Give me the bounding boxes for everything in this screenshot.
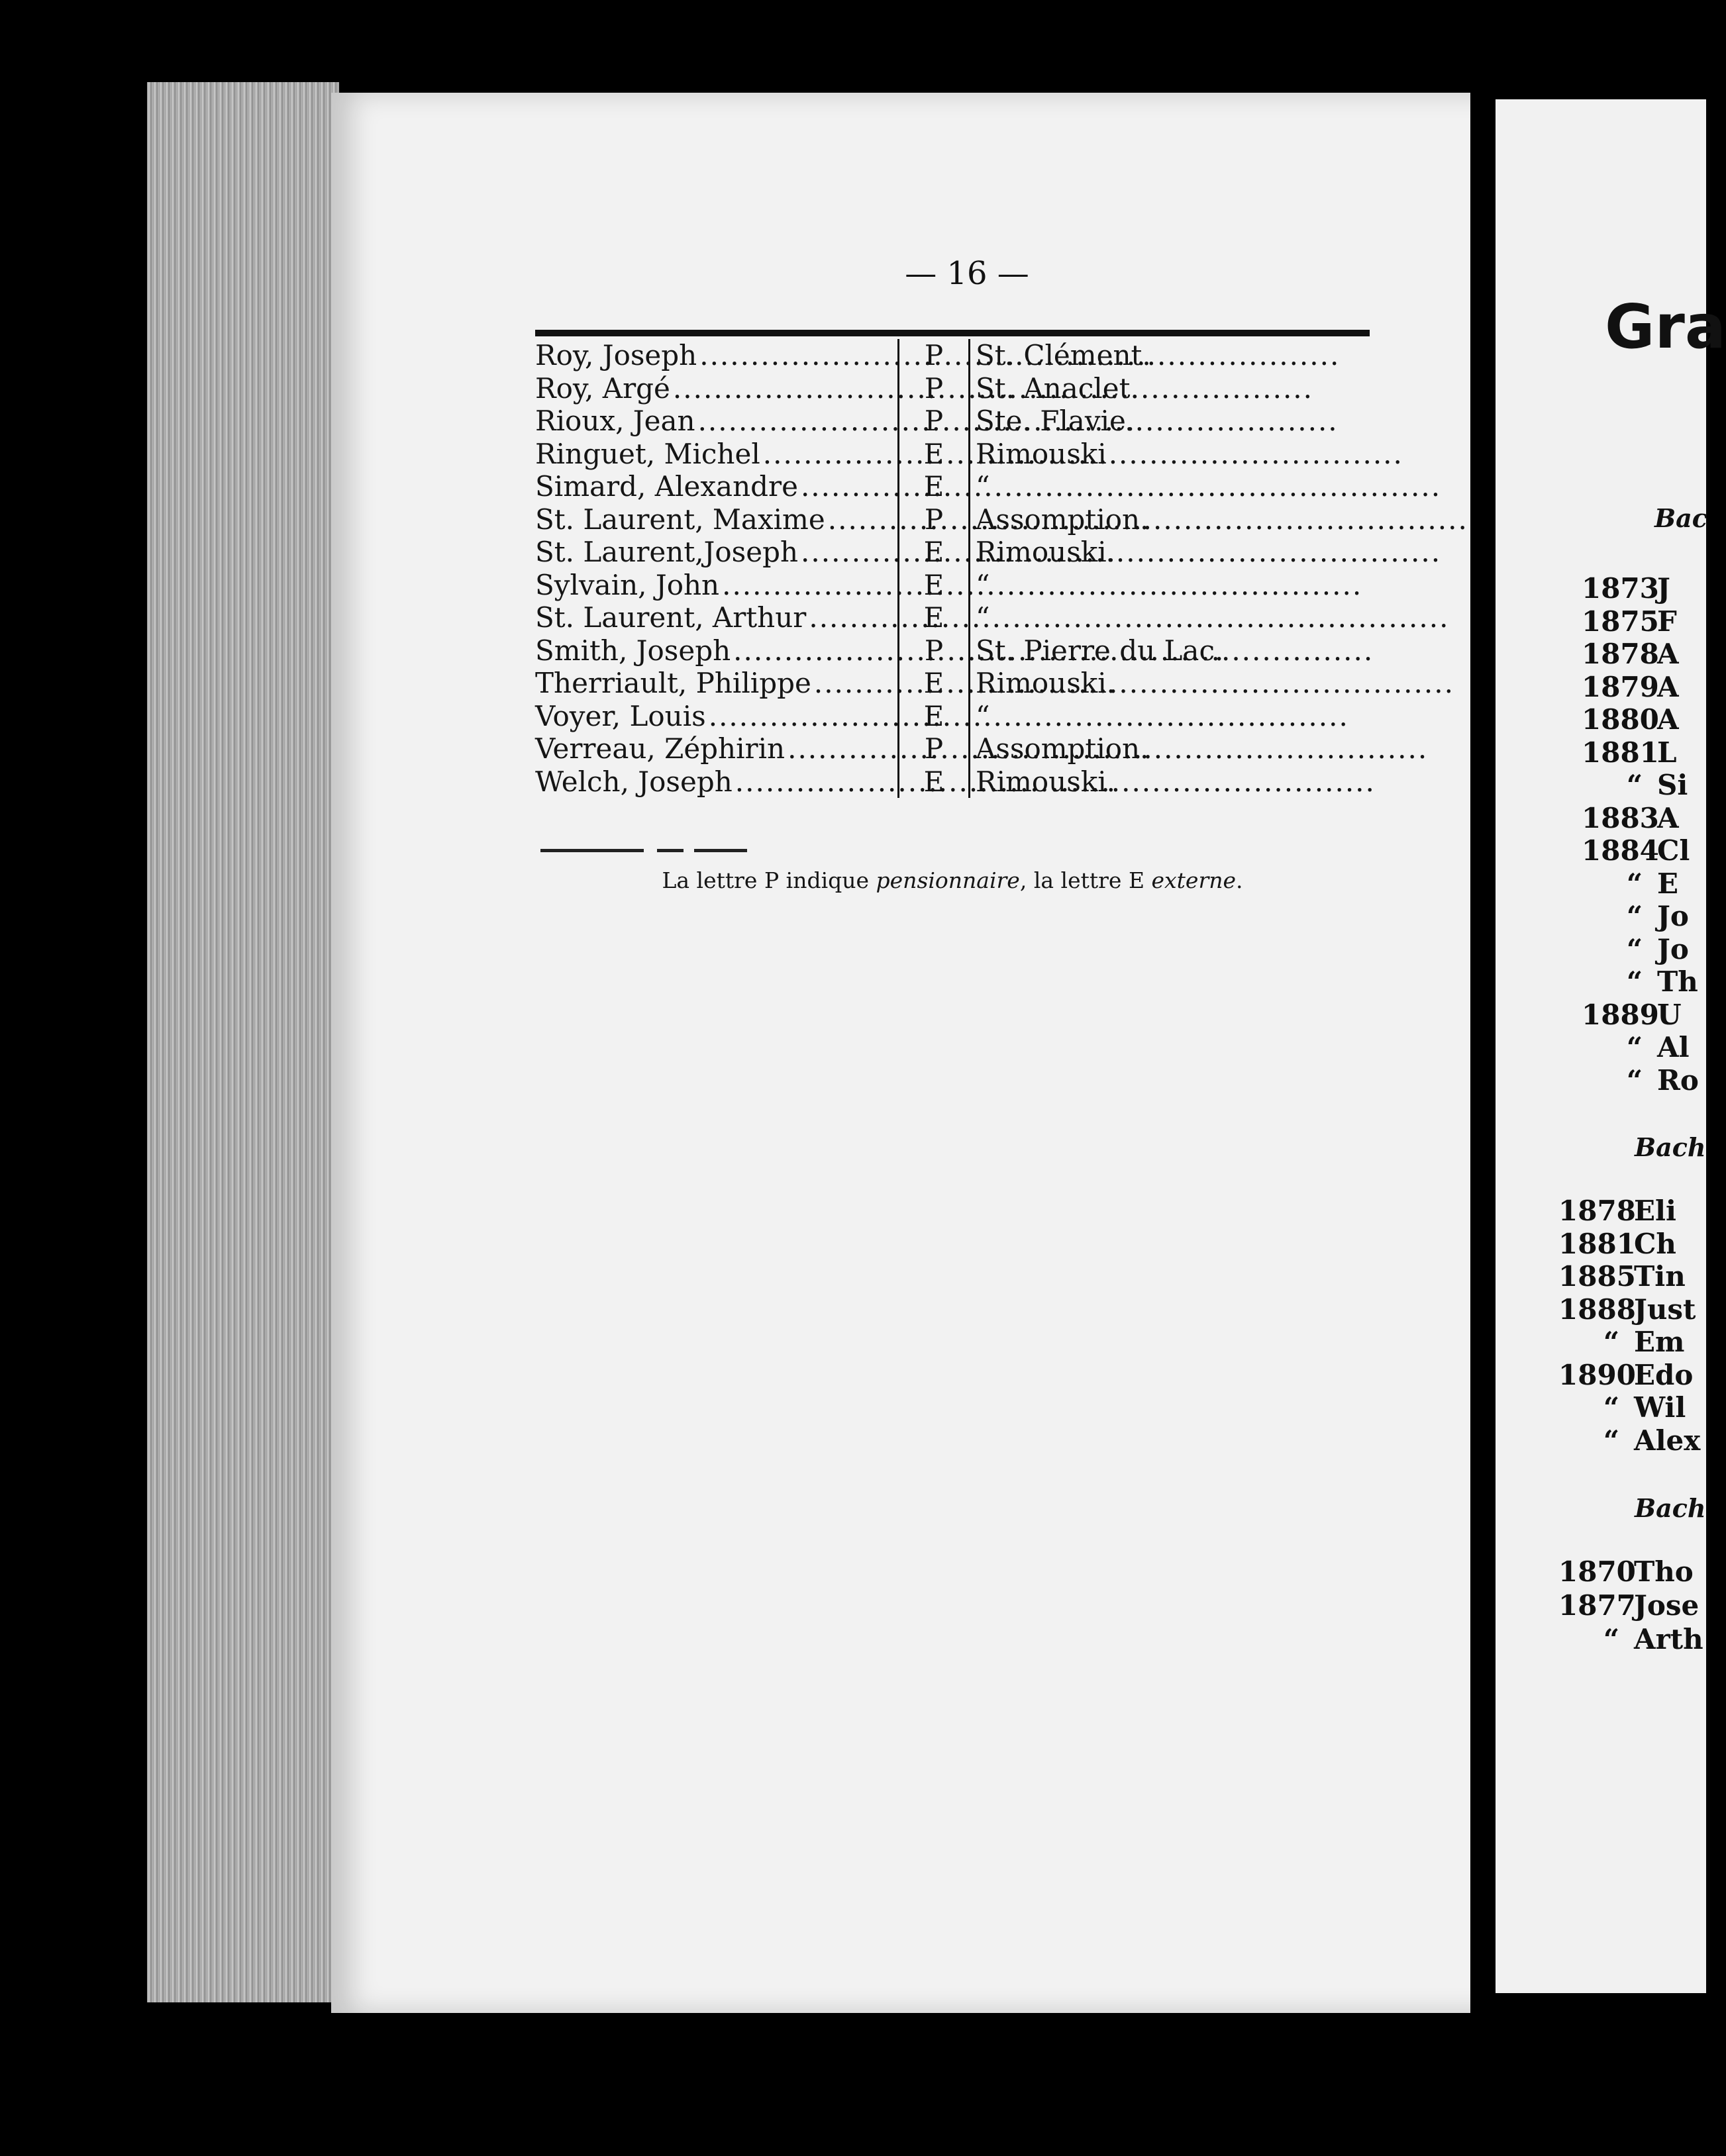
student-status: E (897, 667, 970, 700)
right-row-name: Alex (1634, 1424, 1701, 1457)
right-row-year: “ (1626, 1063, 1643, 1097)
roster-row (535, 700, 1370, 733)
roster-row (535, 536, 1370, 569)
legend-text: La lettre P indique (662, 867, 876, 893)
student-status: E (897, 765, 970, 799)
right-row-year: “ (1603, 1623, 1619, 1655)
right-row-year: “ (1626, 900, 1643, 932)
right-list-row (1558, 1359, 1693, 1391)
right-row-year: 1875 (1582, 605, 1659, 638)
student-name: Ringuet, Michel (535, 437, 760, 470)
right-row-name: Tho (1634, 1555, 1694, 1588)
right-list-row (1582, 934, 1689, 965)
right-row-year: “ (1603, 1424, 1619, 1457)
student-status: P (897, 339, 970, 372)
right-section-label: Bach (1635, 1493, 1706, 1523)
right-list-row (1582, 966, 1698, 998)
student-status: P (897, 405, 970, 438)
right-list-row (1558, 1392, 1686, 1424)
dot-leader (719, 569, 1362, 602)
right-row-name: Al (1657, 1031, 1690, 1063)
student-roster-table (535, 339, 1370, 798)
right-row-year: 1890 (1558, 1358, 1636, 1391)
student-place: Ste. Flavie. (976, 405, 1135, 437)
right-list-row (1582, 803, 1679, 834)
right-row-name: A (1657, 638, 1679, 670)
right-row-name: U (1657, 998, 1682, 1031)
right-row-name: F (1657, 605, 1677, 638)
right-section-label: Bac (1654, 503, 1707, 533)
student-place: St. Clément. (976, 339, 1151, 371)
right-row-name: J (1657, 572, 1670, 605)
right-row-year: “ (1603, 1391, 1619, 1424)
student-place: Rimouski. (976, 667, 1116, 699)
right-list-row (1582, 835, 1690, 867)
right-row-year: “ (1626, 965, 1643, 998)
student-name: St. Laurent,Joseph (535, 536, 799, 568)
right-list-row (1558, 1590, 1699, 1622)
student-name: Sylvain, John (535, 568, 720, 601)
right-row-year: 1878 (1582, 638, 1659, 670)
right-row-name: Jose (1634, 1589, 1700, 1622)
right-row-name: A (1657, 801, 1679, 834)
right-page (1496, 99, 1726, 1993)
roster-row (535, 667, 1370, 700)
right-row-name: Eli (1634, 1195, 1676, 1227)
roster-row (535, 569, 1370, 602)
right-list-row (1582, 1065, 1699, 1097)
right-list-row (1582, 573, 1670, 605)
student-place: Rimouski. (976, 765, 1116, 798)
right-row-name: A (1657, 670, 1679, 703)
student-status: E (897, 601, 970, 634)
student-name: Rioux, Jean (535, 405, 695, 437)
student-name: Smith, Joseph (535, 634, 731, 667)
right-row-name: Jo (1657, 900, 1689, 932)
student-name: Verreau, Zéphirin (535, 732, 786, 765)
roster-row (535, 372, 1370, 405)
student-name: Welch, Joseph (535, 765, 733, 798)
roster-row (535, 732, 1370, 765)
book-gutter (1470, 79, 1497, 2026)
roster-name-cell (535, 732, 897, 765)
right-row-name: Ch (1634, 1227, 1676, 1260)
right-list-row (1558, 1294, 1696, 1326)
table-top-rule (535, 330, 1370, 336)
right-row-year: 1878 (1558, 1195, 1636, 1227)
right-row-year: “ (1626, 769, 1643, 801)
right-list-row (1582, 606, 1677, 638)
right-row-year: 1870 (1558, 1555, 1636, 1588)
right-row-year: 1873 (1582, 572, 1659, 605)
roster-name-cell (535, 569, 897, 602)
right-list-row (1558, 1195, 1676, 1227)
legend-term-externe: externe (1151, 867, 1237, 893)
right-section-label: Bach (1635, 1132, 1706, 1162)
right-list-row (1558, 1261, 1686, 1293)
student-status: E (897, 700, 970, 733)
student-place: Assomption. (976, 503, 1149, 536)
student-name: Roy, Argé (535, 371, 670, 405)
student-place: St. Pierre du Lac. (976, 634, 1224, 667)
student-name: St. Laurent, Arthur (535, 601, 807, 634)
right-list-row (1582, 638, 1679, 670)
right-list-row (1558, 1326, 1684, 1358)
student-status: E (897, 569, 970, 602)
roster-row (535, 339, 1370, 372)
roster-name-cell (535, 765, 897, 799)
right-list-row (1582, 999, 1682, 1031)
right-row-name: A (1657, 703, 1679, 736)
right-row-year: “ (1626, 1031, 1643, 1063)
legend-note (535, 867, 1370, 893)
student-status: P (897, 372, 970, 405)
student-place: Rimouski. (976, 536, 1116, 568)
student-place: “ (976, 601, 990, 634)
right-list-row (1558, 1425, 1700, 1457)
right-list-row (1582, 671, 1679, 703)
student-place: “ (976, 699, 990, 732)
roster-name-cell (535, 438, 897, 471)
legend-term-pensionnaire: pensionnaire (876, 867, 1020, 893)
page-number: — 16 — (905, 255, 1029, 292)
right-list-row (1582, 704, 1679, 736)
roster-row (535, 438, 1370, 471)
closing-rule-dash (694, 849, 721, 852)
right-row-year: 1880 (1582, 703, 1659, 736)
roster-name-cell (535, 339, 897, 372)
right-row-name: Edo (1634, 1358, 1694, 1391)
roster-name-cell (535, 700, 897, 733)
right-row-name: Jo (1657, 932, 1689, 965)
legend-text: , la lettre E (1019, 867, 1152, 893)
dot-leader (798, 470, 1441, 503)
student-status: E (897, 536, 970, 569)
student-place: “ (976, 470, 990, 503)
right-list-row (1558, 1624, 1703, 1655)
student-place: “ (976, 568, 990, 601)
student-name: Roy, Joseph (535, 339, 697, 371)
roster-row (535, 765, 1370, 799)
dot-leader (706, 700, 1349, 733)
roster-name-cell (535, 634, 897, 667)
right-row-name: Th (1657, 965, 1698, 998)
right-row-name: Ro (1657, 1063, 1699, 1097)
dot-leader (798, 536, 1441, 569)
right-row-name: Tin (1634, 1260, 1686, 1293)
student-name: St. Laurent, Maxime (535, 503, 825, 536)
roster-name-cell (535, 667, 897, 700)
student-place: Rimouski (976, 437, 1107, 470)
closing-rule-dash (721, 849, 747, 852)
student-place: Assomption. (976, 732, 1149, 765)
legend-text: . (1236, 867, 1243, 893)
right-row-year: 1885 (1558, 1260, 1636, 1293)
roster-name-cell (535, 405, 897, 438)
roster-row (535, 634, 1370, 667)
roster-row (535, 601, 1370, 634)
closing-rule-long (540, 849, 644, 852)
roster-row (535, 405, 1370, 438)
right-row-year: 1883 (1582, 801, 1659, 834)
roster-name-cell (535, 536, 897, 569)
roster-name-cell (535, 372, 897, 405)
student-name: Therriault, Philippe (535, 667, 811, 699)
right-list-row (1582, 737, 1677, 769)
right-list-row (1582, 769, 1688, 801)
roster-name-cell (535, 470, 897, 503)
student-name: Voyer, Louis (535, 699, 706, 732)
roster-row (535, 503, 1370, 536)
student-name: Simard, Alexandre (535, 470, 798, 503)
right-row-year: 1889 (1582, 998, 1659, 1031)
right-row-year: 1884 (1582, 834, 1659, 867)
student-status: E (897, 470, 970, 503)
right-row-name: L (1657, 736, 1677, 769)
book-page-edges (147, 82, 339, 2002)
right-list-row (1558, 1228, 1676, 1260)
closing-rule-dash (657, 849, 684, 852)
student-status: P (897, 503, 970, 536)
roster-row (535, 470, 1370, 503)
right-row-name: Wil (1634, 1391, 1686, 1424)
right-list-row (1582, 901, 1689, 932)
right-row-name: Arth (1634, 1623, 1703, 1655)
right-list-row (1582, 1032, 1690, 1063)
right-row-name: Just (1634, 1293, 1696, 1326)
student-status: E (897, 438, 970, 471)
right-row-year: “ (1626, 867, 1643, 900)
right-row-year: 1881 (1582, 736, 1659, 769)
right-row-year: 1881 (1558, 1227, 1636, 1260)
right-row-year: “ (1603, 1326, 1619, 1358)
roster-name-cell (535, 601, 897, 634)
right-row-name: Si (1657, 769, 1688, 801)
right-row-year: 1877 (1558, 1589, 1636, 1622)
right-list-row (1582, 868, 1678, 900)
right-list-row (1558, 1556, 1694, 1588)
student-place: St. Anaclet. (976, 371, 1139, 405)
right-row-name: Cl (1657, 834, 1690, 867)
roster-name-cell (535, 503, 897, 536)
right-row-year: “ (1626, 932, 1643, 965)
right-row-name: E (1657, 867, 1679, 900)
right-row-year: 1888 (1558, 1293, 1636, 1326)
right-row-name: Em (1634, 1326, 1685, 1358)
right-page-header: Gra (1605, 291, 1726, 362)
student-status: P (897, 732, 970, 765)
right-row-year: 1879 (1582, 670, 1659, 703)
student-status: P (897, 634, 970, 667)
